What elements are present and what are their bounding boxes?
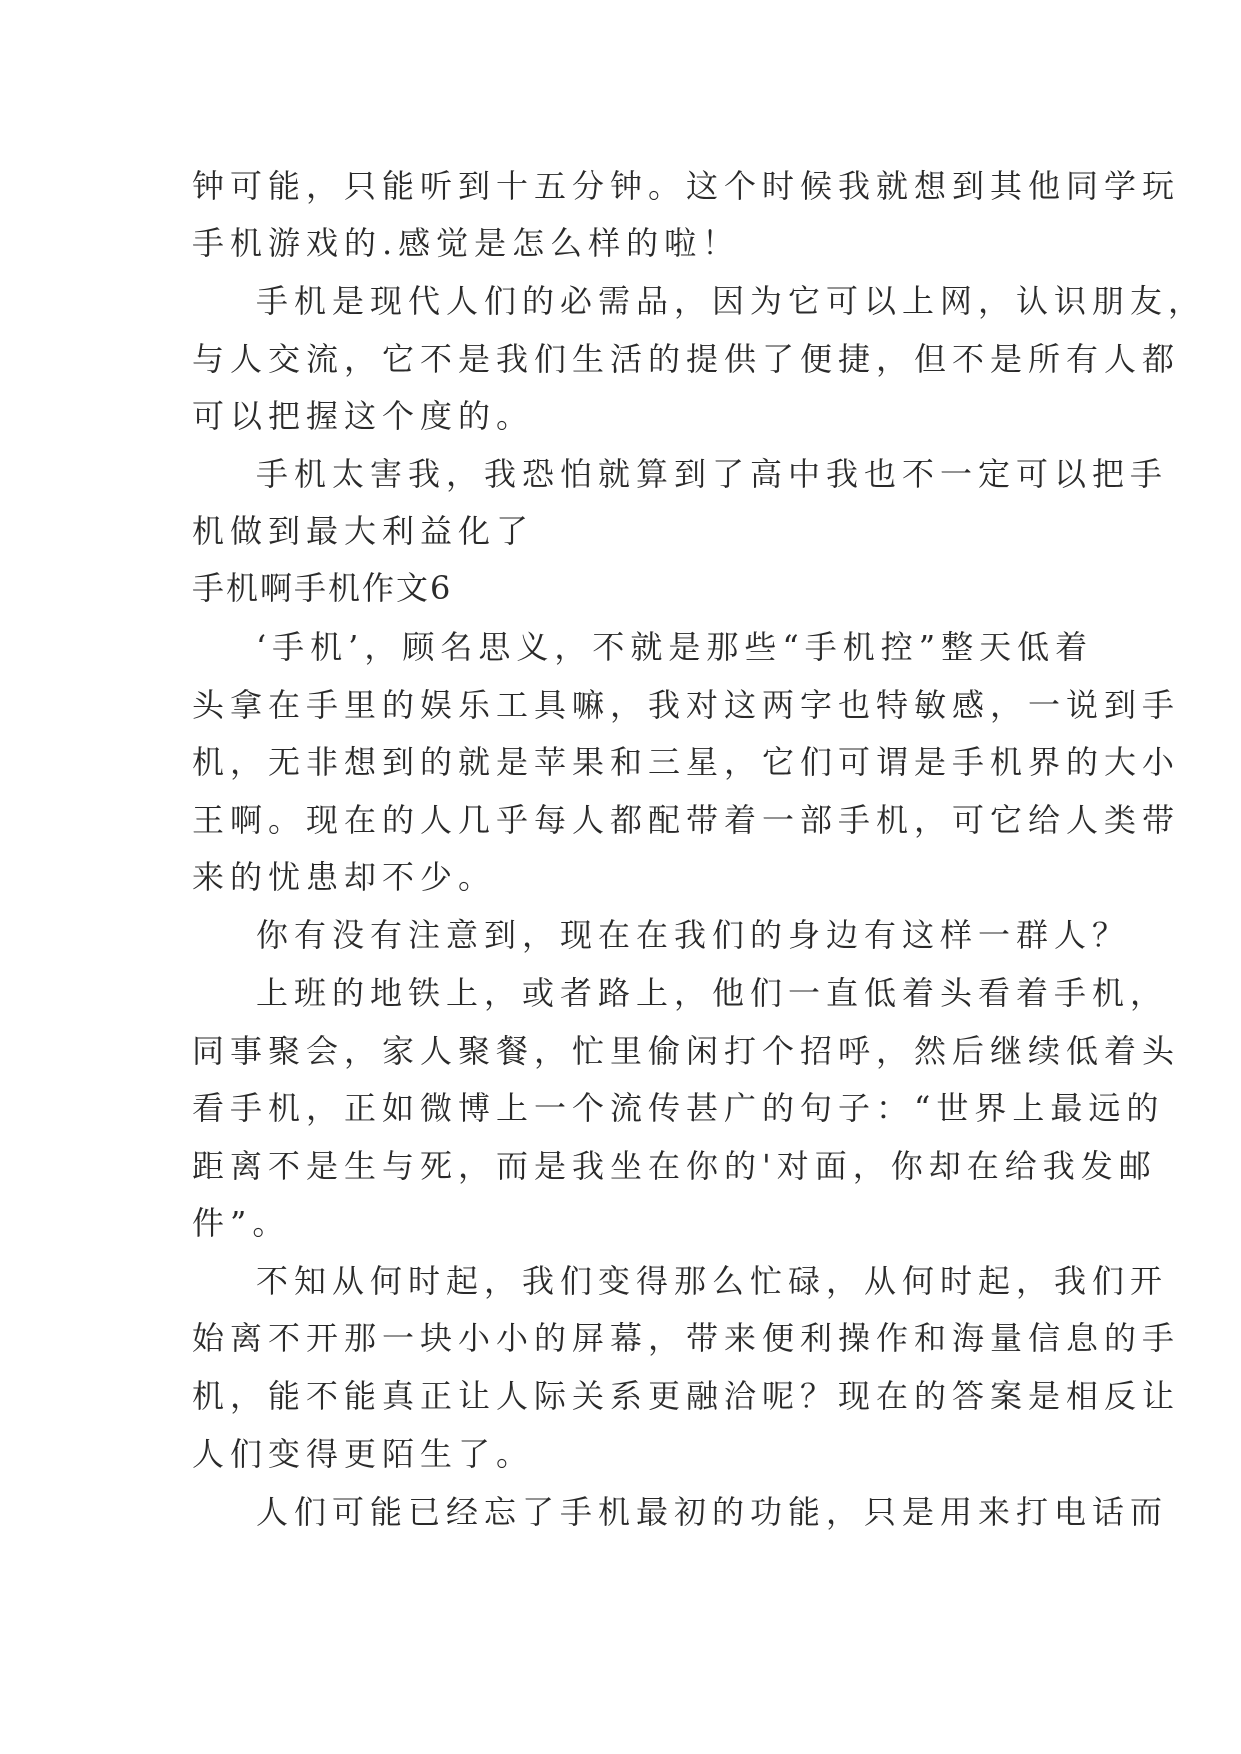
text-line: 手机游戏的.感觉是怎么样的啦！ <box>192 224 741 262</box>
text-line: 可以把握这个度的。 <box>192 397 535 435</box>
text-line: 不知从何时起，我们变得那么忙碌，从何时起，我们开 <box>256 1262 1169 1300</box>
text-line: 同事聚会，家人聚餐，忙里偷闲打个招呼，然后继续低着头 <box>192 1032 1181 1070</box>
text-line: 王啊。现在的人几乎每人都配带着一部手机，可它给人类带 <box>192 801 1181 839</box>
text-line: 钟可能，只能听到十五分钟。这个时候我就想到其他同学玩 <box>192 167 1181 205</box>
text-line: 头拿在手里的娱乐工具嘛，我对这两字也特敏感，一说到手 <box>192 686 1181 724</box>
text-line: 机，无非想到的就是苹果和三星，它们可谓是手机界的大小 <box>192 743 1181 781</box>
text-line: 看手机，正如微博上一个流传甚广的句子：“世界上最远的 <box>192 1089 1165 1127</box>
text-line: 手机太害我，我恐怕就算到了高中我也不一定可以把手 <box>256 455 1169 493</box>
text-line: 你有没有注意到，现在在我们的身边有这样一群人？ <box>256 916 1131 954</box>
text-line: 来的忧患却不少。 <box>192 858 497 896</box>
text-line: 件”。 <box>192 1204 291 1242</box>
text-line: 机，能不能真正让人际关系更融洽呢？现在的答案是相反让 <box>192 1377 1181 1415</box>
text-line: 距离不是生与死，而是我坐在你的'对面，你却在给我发邮 <box>192 1147 1157 1185</box>
text-line: 机做到最大利益化了 <box>192 512 535 550</box>
text-line: 人们可能已经忘了手机最初的功能，只是用来打电话而 <box>256 1493 1169 1531</box>
text-line: 人们变得更陌生了。 <box>192 1435 535 1473</box>
text-line: 与人交流，它不是我们生活的提供了便捷，但不是所有人都 <box>192 340 1181 378</box>
section-title: 手机啊手机作文6 <box>192 569 453 607</box>
text-line: ‘手机’，顾名思义，不就是那些“手机控”整天低着 <box>256 628 1094 666</box>
text-line: 上班的地铁上，或者路上，他们一直低着头看着手机， <box>256 974 1169 1012</box>
text-line: 手机是现代人们的必需品，因为它可以上网，认识朋友， <box>256 282 1207 320</box>
text-line: 始离不开那一块小小的屏幕，带来便利操作和海量信息的手 <box>192 1319 1181 1357</box>
